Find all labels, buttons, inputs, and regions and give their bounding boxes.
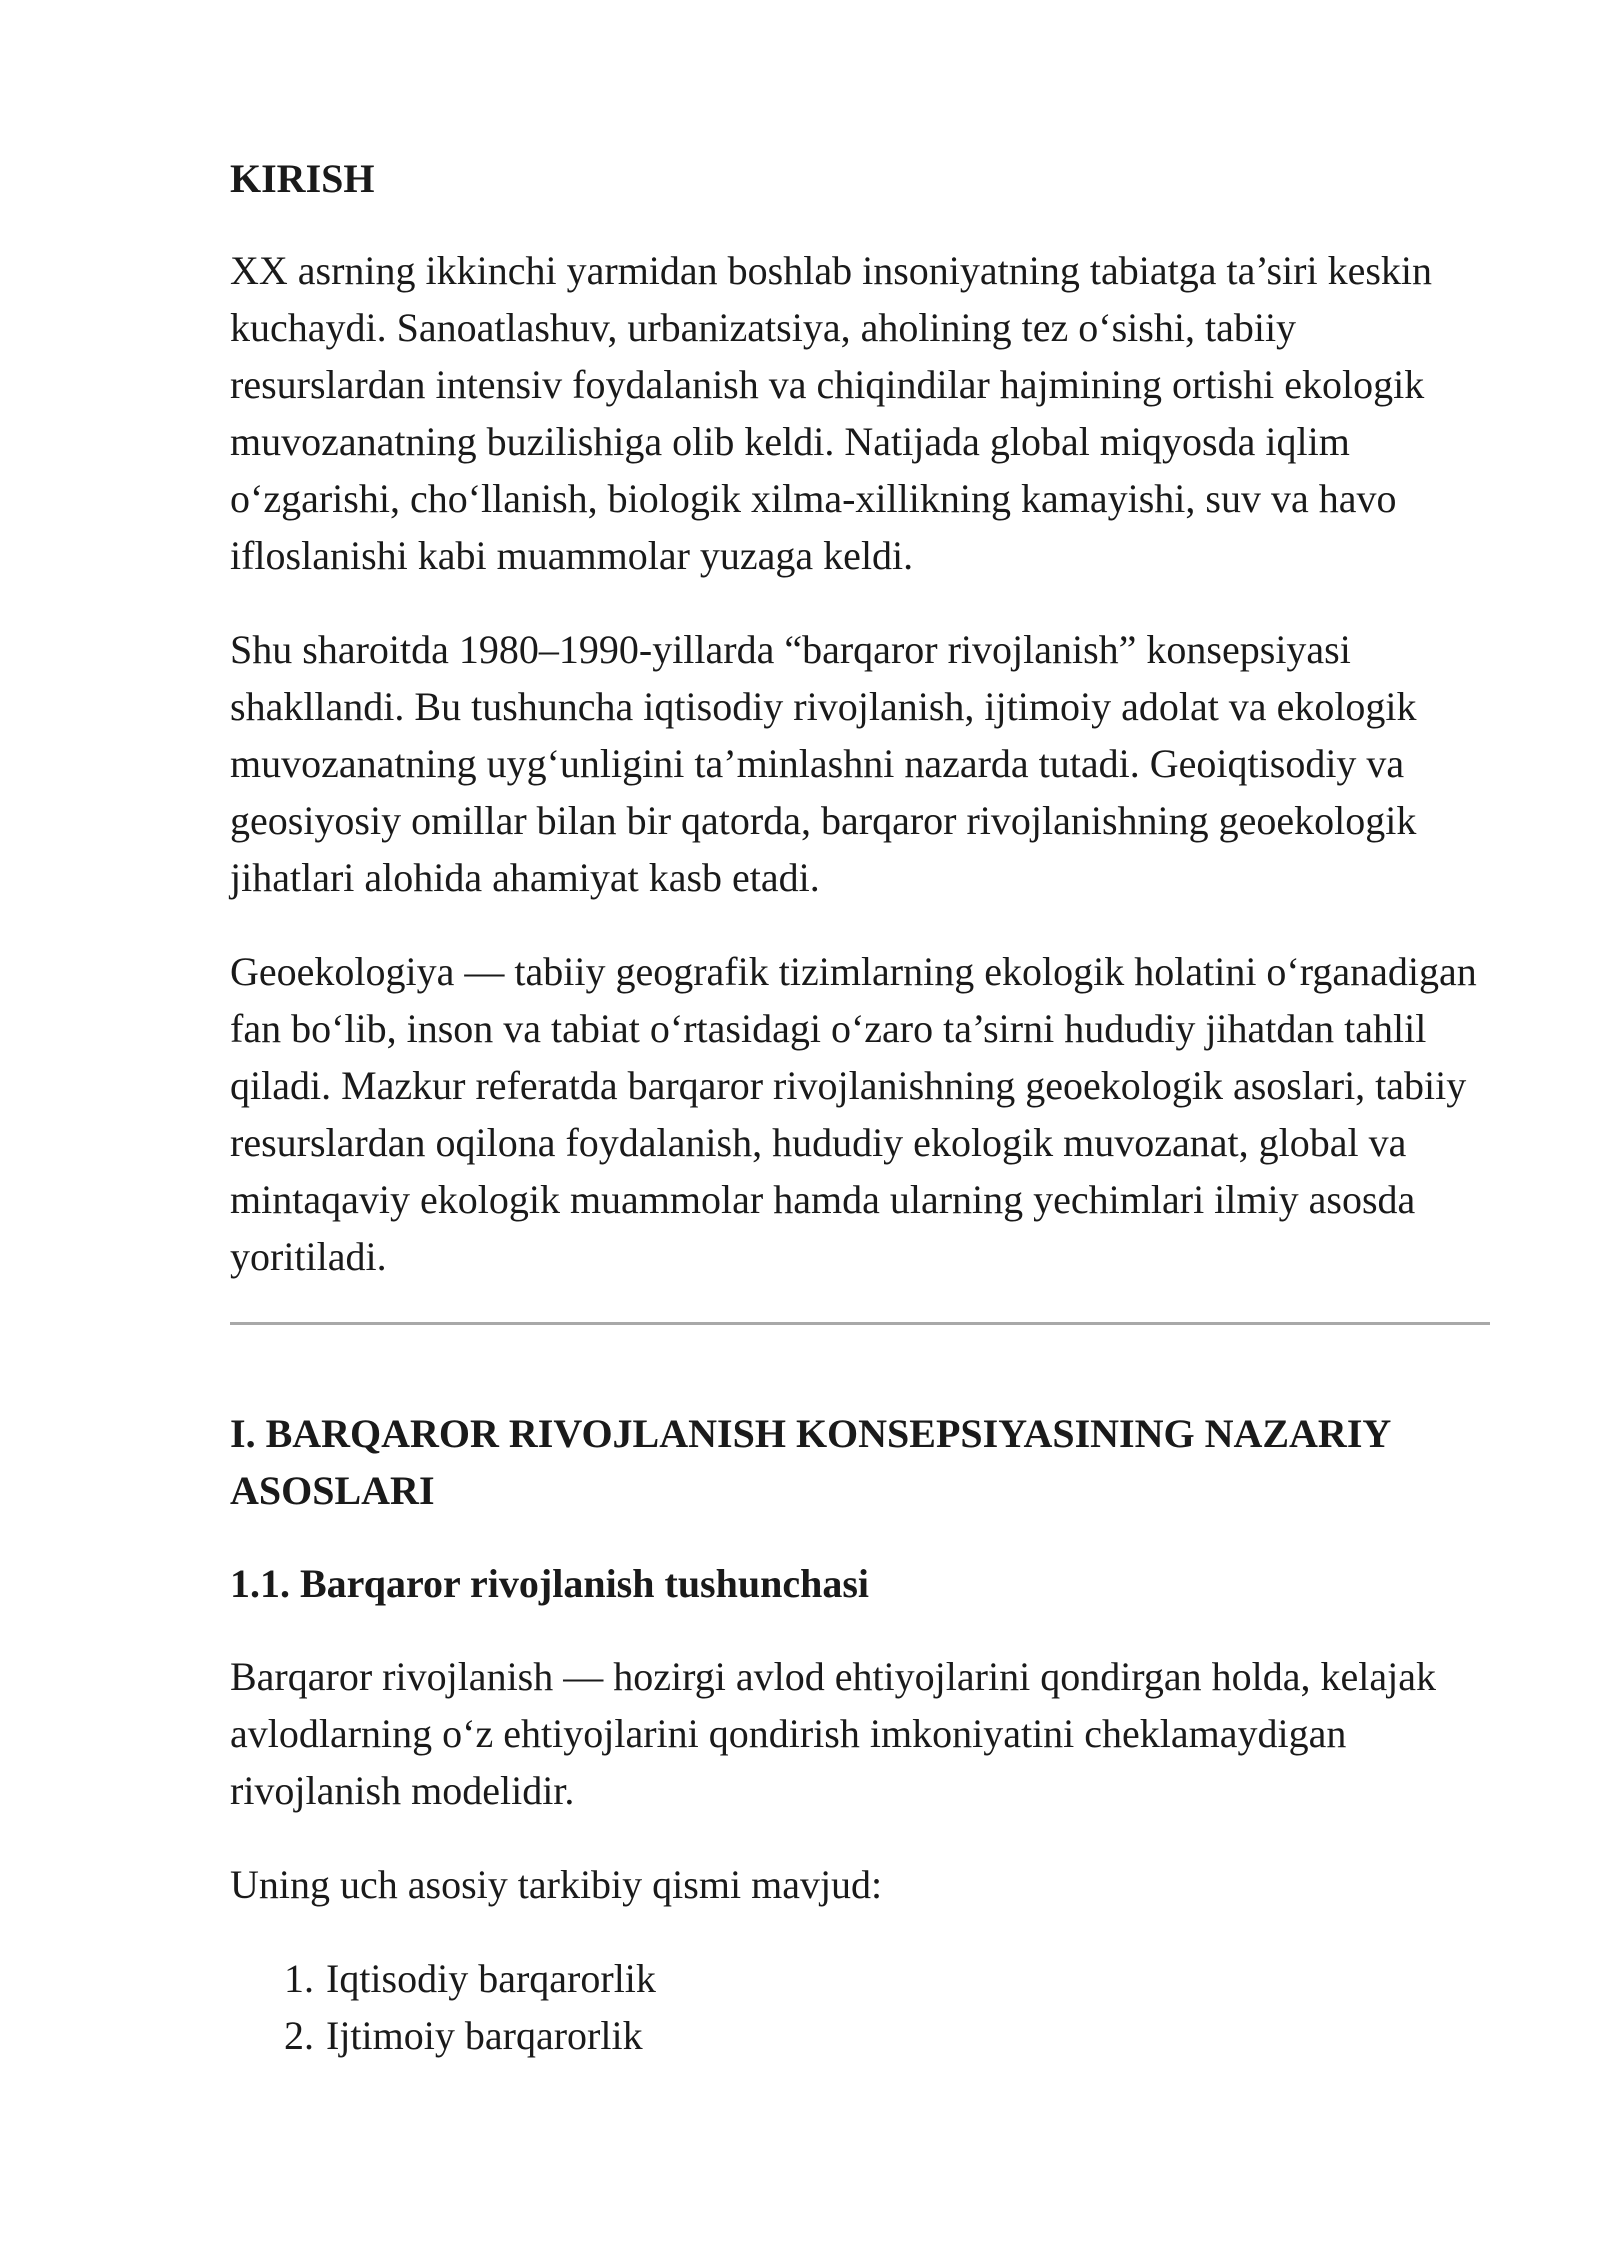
list-item-number: 1.	[284, 1956, 314, 2001]
list-item	[230, 1950, 1490, 2007]
subsection-heading: 1.1. Barqaror rivojlanish tushunchasi	[230, 1561, 870, 1606]
intro-heading: KIRISH	[230, 156, 375, 201]
list-item-text: Ijtimoiy barqarorlik	[326, 2013, 643, 2058]
section-divider	[230, 1322, 1490, 1325]
document-page	[230, 150, 1490, 2064]
intro-paragraph-3: Geoekologiya — tabiiy geografik tizimlarning ekologik holatini o‘rganadigan fan bo‘lib, inson va tabiat o‘rtasidagi o‘zaro ta’sirni hududiy jihatdan tahlil qiladi. Mazkur referatda barqaror rivojlanishning geoekologik asoslari, tabiiy resurslardan oqilona foydalanish, hududiy ekologik muvozanat, global va mintaqaviy ekologik muammolar hamda ularning yechimlari ilmiy asosda yoritiladi.	[230, 949, 1477, 1279]
components-list	[230, 1950, 1490, 2064]
list-item-text: Iqtisodiy barqarorlik	[326, 1956, 656, 2001]
list-item-number: 2.	[284, 2013, 314, 2058]
subsection-paragraph-2: Uning uch asosiy tarkibiy qismi mavjud:	[230, 1862, 883, 1907]
list-item	[230, 2007, 1490, 2064]
intro-paragraph-1: XX asrning ikkinchi yarmidan boshlab insoniyatning tabiatga ta’siri keskin kuchaydi. Sanoatlashuv, urbanizatsiya, aholining tez o‘sishi, tabiiy resurslardan intensiv foydalanish va chiqindilar hajmining ortishi ekologik muvozanatning buzilishiga olib keldi. Natijada global miqyosda iqlim o‘zgarishi, cho‘llanish, biologik xilma-xillikning kamayishi, suv va havo ifloslanishi kabi muammolar yuzaga keldi.	[230, 248, 1433, 578]
intro-paragraph-2: Shu sharoitda 1980–1990-yillarda “barqaror rivojlanish” konsepsiyasi shakllandi. Bu tushuncha iqtisodiy rivojlanish, ijtimoiy adolat va ekologik muvozanatning uyg‘unligini ta’minlashni nazarda tutadi. Geoiqtisodiy va geosiyosiy omillar bilan bir qatorda, barqaror rivojlanishning geoekologik jihatlari alohida ahamiyat kasb etadi.	[230, 627, 1417, 900]
section-heading: I. BARQAROR RIVOJLANISH KONSEPSIYASINING NAZARIY ASOSLARI	[230, 1411, 1390, 1513]
subsection-paragraph-1: Barqaror rivojlanish — hozirgi avlod ehtiyojlarini qondirgan holda, kelajak avlodlarning o‘z ehtiyojlarini qondirish imkoniyatini cheklamaydigan rivojlanish modelidir.	[230, 1654, 1437, 1813]
